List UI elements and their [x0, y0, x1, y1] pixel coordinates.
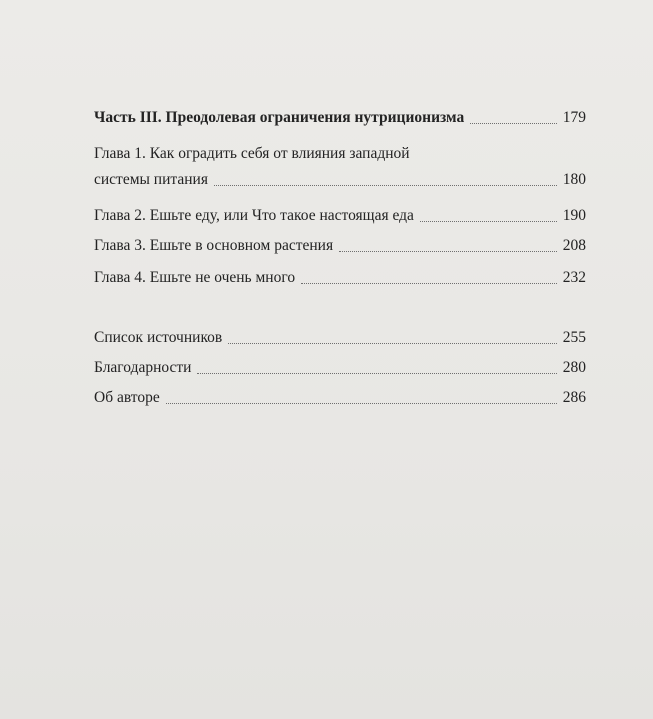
toc-entry-chapter-2 — [94, 206, 586, 226]
toc-entry-title: Часть III. Преодолевая ограничения нутриционизма — [94, 109, 465, 126]
toc-entry-part-3 — [94, 108, 586, 128]
toc-entry-page: 190 — [562, 207, 586, 224]
toc-entry-chapter-4 — [94, 268, 586, 288]
toc-entry-page: 255 — [562, 329, 586, 346]
toc-entry-page: 286 — [562, 389, 586, 406]
dot-leader — [339, 251, 557, 252]
toc-entry-title: Список источников — [94, 329, 223, 346]
toc-entry-page: 280 — [562, 359, 586, 376]
toc-entry-title: Глава 3. Ешьте в основном растения — [94, 237, 334, 254]
toc-entry-acknowledgements — [94, 358, 586, 378]
dot-leader — [470, 123, 557, 124]
toc-entry-sources — [94, 328, 586, 348]
toc-entry-chapter-3 — [94, 236, 586, 256]
toc-entry-title: Об авторе — [94, 389, 160, 406]
dot-leader — [214, 185, 557, 186]
dot-leader — [166, 403, 557, 404]
toc-entry-title-line2: системы питания — [94, 171, 208, 188]
toc-entry-title: Благодарности — [94, 359, 192, 376]
toc-entry-page: 208 — [562, 237, 586, 254]
toc-entry-page: 180 — [562, 171, 586, 188]
toc-entry-title: Глава 2. Ешьте еду, или Что такое настоящая еда — [94, 207, 414, 224]
toc-entry-title-line1: Глава 1. Как оградить себя от влияния западной — [94, 145, 410, 162]
toc-entry-page: 232 — [562, 269, 586, 286]
dot-leader — [197, 373, 556, 374]
toc-entry-chapter-1 — [94, 144, 586, 190]
toc-entry-page: 179 — [562, 109, 586, 126]
toc-entry-about-author — [94, 388, 586, 408]
toc-entry-title: Глава 4. Ешьте не очень много — [94, 269, 296, 286]
dot-leader — [301, 283, 557, 284]
dot-leader — [228, 343, 556, 344]
dot-leader — [420, 221, 557, 222]
